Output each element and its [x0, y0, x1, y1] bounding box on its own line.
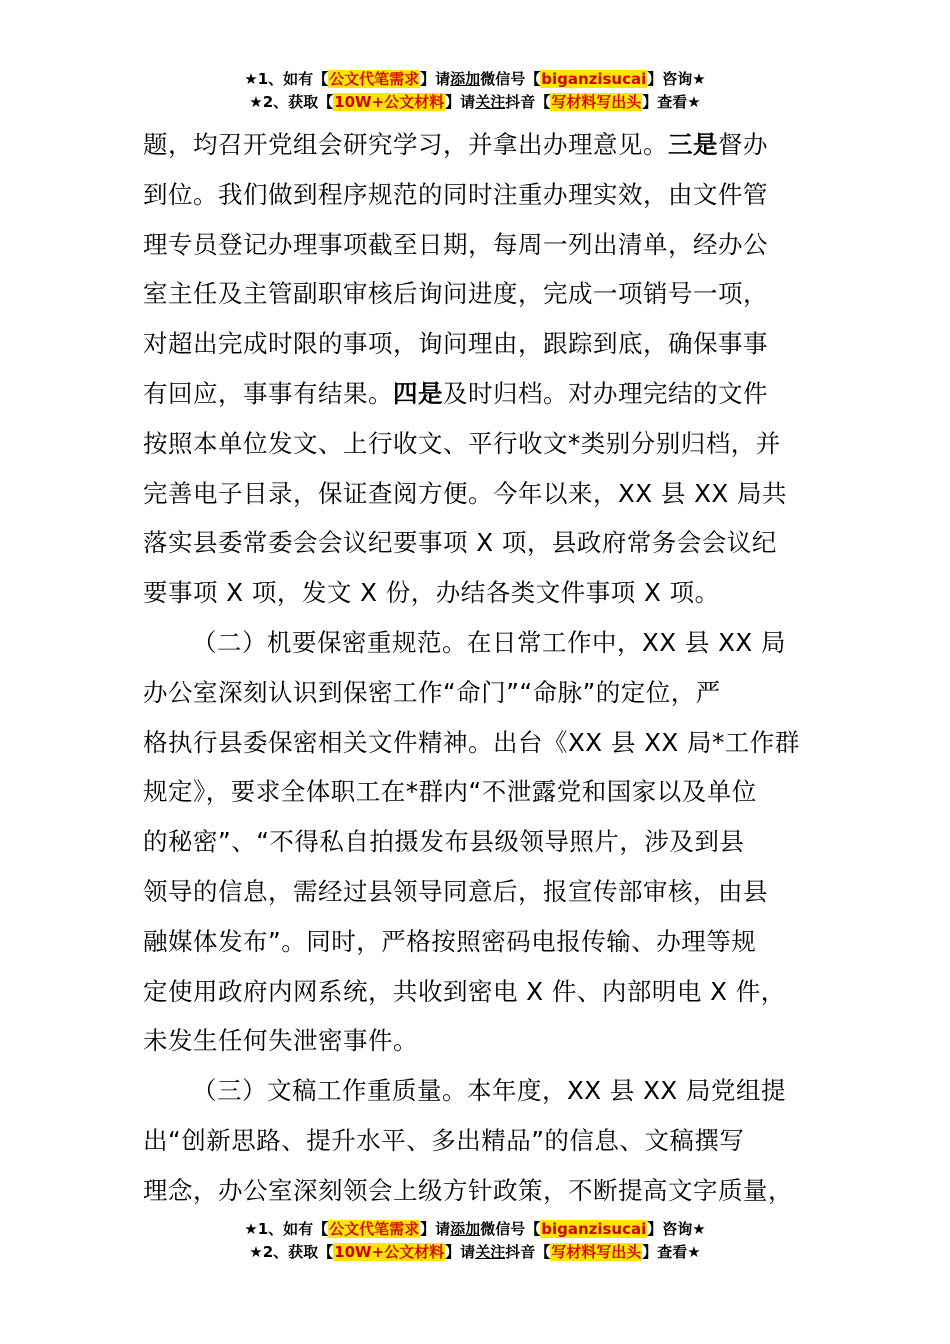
- body-line: 领导的信息，需经过县领导同意后，报宣传部审核，由县: [143, 876, 768, 906]
- star-icon: ★: [687, 93, 701, 111]
- star-icon: ★: [692, 70, 706, 88]
- text-run: 题，均召开党组会研究学习，并拿出办理意见。: [143, 130, 668, 159]
- banner-text: 】请: [445, 93, 476, 111]
- star-icon: ★: [249, 1243, 263, 1261]
- banner-highlight: 写材料写出头: [551, 1243, 642, 1261]
- body-line: 对超出完成时限的事项，询问理由，跟踪到底，确保事事: [143, 329, 768, 359]
- banner-underline: 关注: [475, 93, 506, 111]
- banner-text: 抖音【: [505, 1243, 551, 1261]
- star-icon: ★: [249, 93, 263, 111]
- banner-highlight: biganzisucai: [541, 1220, 647, 1238]
- body-line: 办公室深刻认识到保密工作“命门”“命脉”的定位，严: [143, 677, 721, 707]
- banner-highlight: 10W+公文材料: [334, 1243, 445, 1261]
- text-run: 及时归档。对办理完结的文件: [443, 378, 768, 408]
- body-line: [143, 369, 813, 419]
- body-line: 室主任及主管副职审核后询问进度，完成一项销号一项，: [143, 279, 768, 309]
- banner-highlight: 10W+公文材料: [334, 93, 445, 111]
- body-line: 融媒体发布”。同时，严格按照密码电报传输、办理等规: [143, 926, 757, 956]
- body-line: [143, 120, 813, 170]
- bold-run: 三是: [668, 130, 718, 159]
- body-line: 的秘密”、“不得私自拍摄发布县级领导照片，涉及到县: [143, 827, 745, 857]
- body-line: 按照本单位发文、上行收文、平行收文*类别分别归档，并: [143, 428, 781, 458]
- banner-text: 】请: [420, 70, 451, 88]
- banner-text: 抖音【: [505, 93, 551, 111]
- banner-line-2: [0, 91, 950, 114]
- body-line: 要事项 X 项，发文 X 份，办结各类文件事项 X 项。: [143, 578, 720, 608]
- banner-underline: 关注: [475, 1243, 506, 1261]
- body-line: 到位。我们做到程序规范的同时注重办理实效，由文件管: [143, 179, 768, 209]
- footer-banner: [0, 1218, 950, 1264]
- text-run: 有回应，事事有结果。: [143, 378, 393, 408]
- text-run: 督办: [718, 130, 768, 159]
- star-icon: ★: [244, 70, 258, 88]
- banner-text: 1、如有【: [257, 70, 329, 88]
- banner-text: 2、获取【: [262, 1243, 334, 1261]
- banner-underline: 添加: [450, 1220, 481, 1238]
- banner-text: 】请: [445, 1243, 476, 1261]
- section-heading-line: （二）机要保密重规范。在日常工作中，XX 县 XX 局: [192, 627, 786, 657]
- star-icon: ★: [692, 1220, 706, 1238]
- banner-text: 】查看: [642, 1243, 688, 1261]
- banner-line-1: [0, 68, 950, 91]
- bold-run: 四是: [393, 378, 443, 408]
- body-line: 格执行县委保密相关文件精神。出台《XX 县 XX 局*工作群: [143, 727, 800, 757]
- banner-highlight: 公文代笔需求: [329, 1220, 420, 1238]
- banner-line-1: [0, 1218, 950, 1241]
- section-heading-line: （三）文稿工作重质量。本年度，XX 县 XX 局党组提: [192, 1076, 786, 1106]
- banner-text: 】查看: [642, 93, 688, 111]
- banner-text: 微信号【: [480, 70, 541, 88]
- banner-text: 】请: [420, 1220, 451, 1238]
- banner-highlight: 公文代笔需求: [329, 70, 420, 88]
- body-line: 规定》，要求全体职工在*群内“不泄露党和国家以及单位: [143, 777, 757, 807]
- banner-highlight: biganzisucai: [541, 70, 647, 88]
- banner-text: 】咨询: [647, 70, 693, 88]
- banner-highlight: 写材料写出头: [551, 93, 642, 111]
- banner-underline: 添加: [450, 70, 481, 88]
- body-line: 理念，办公室深刻领会上级方针政策，不断提高文字质量，: [143, 1175, 793, 1205]
- document-body: [143, 120, 813, 1216]
- star-icon: ★: [687, 1243, 701, 1261]
- body-line: 未发生任何失泄密事件。: [143, 1026, 418, 1056]
- body-line: 理专员登记办理事项截至日期，每周一列出清单，经办公: [143, 229, 768, 259]
- body-line: 定使用政府内网系统，共收到密电 X 件、内部明电 X 件，: [143, 976, 786, 1006]
- banner-text: 2、获取【: [262, 93, 334, 111]
- banner-text: 】咨询: [647, 1220, 693, 1238]
- body-line: 落实县委常委会会议纪要事项 X 项，县政府常务会会议纪: [143, 528, 777, 558]
- header-banner: [0, 68, 950, 114]
- body-line: 完善电子目录，保证查阅方便。今年以来，XX 县 XX 局共: [143, 478, 787, 508]
- banner-line-2: [0, 1241, 950, 1264]
- body-line: 出“创新思路、提升水平、多出精品”的信息、文稿撰写: [143, 1125, 745, 1155]
- banner-text: 1、如有【: [257, 1220, 329, 1238]
- banner-text: 微信号【: [480, 1220, 541, 1238]
- star-icon: ★: [244, 1220, 258, 1238]
